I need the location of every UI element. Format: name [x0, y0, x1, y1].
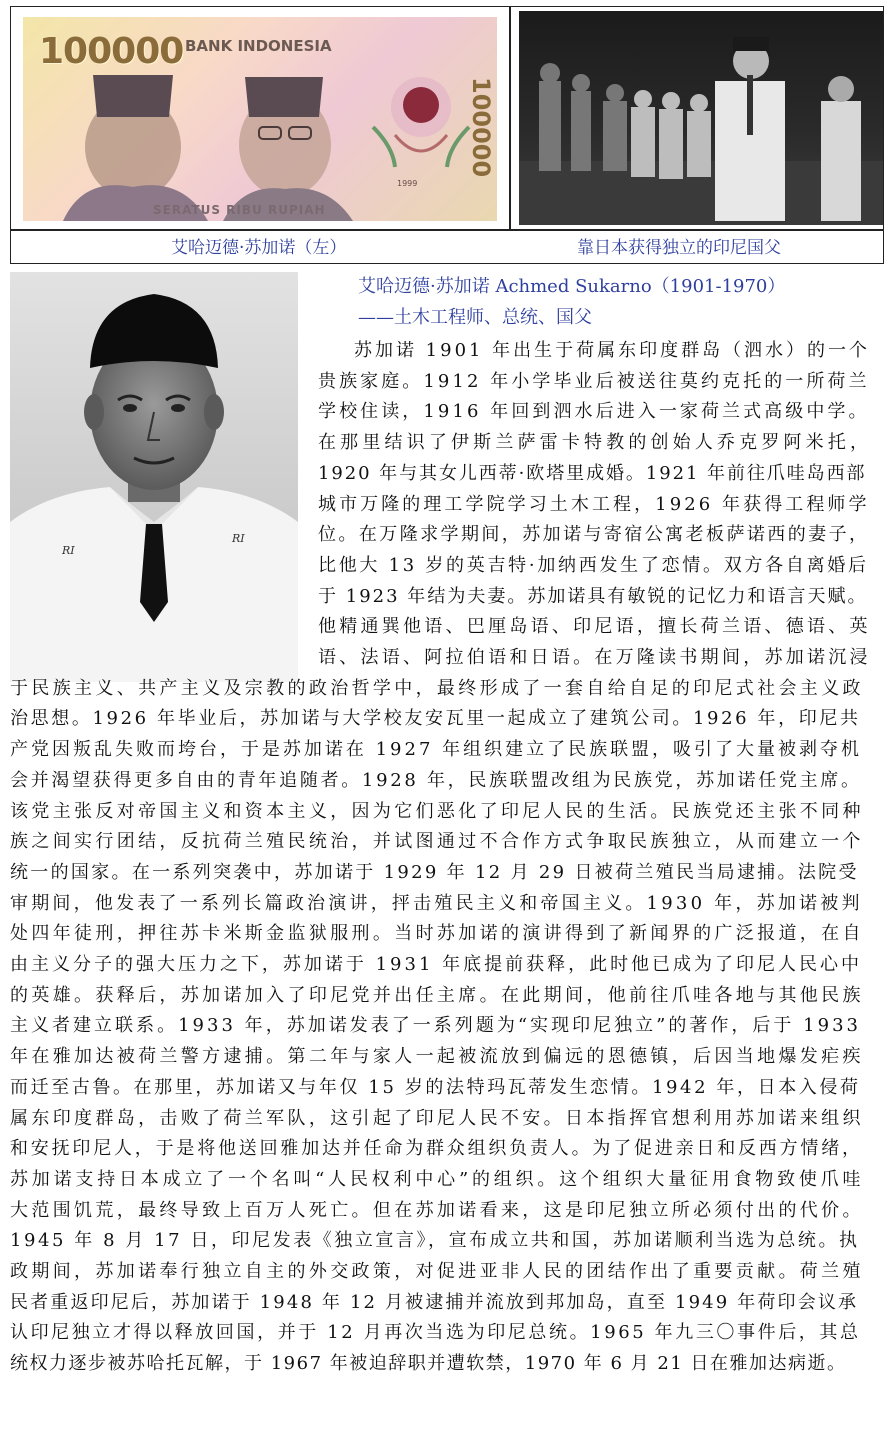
sukarno-portrait: [10, 272, 298, 682]
figure-frame: [10, 6, 884, 264]
body-line: 由主义分子的强大压力之下，苏加诺于 1931 年底提前获释，此时他已成为了印尼人民心中: [10, 954, 862, 975]
body-line: 统权力逐步被苏哈托瓦解，于 1967 年被迫辞职并遭软禁，1970 年 6 月 21 日在雅加达病逝。: [10, 1353, 847, 1375]
body-line: 治思想。1926 年毕业后，苏加诺与大学校友安瓦里一起成立了建筑公司。1926 年，印尼共: [10, 708, 861, 730]
body-line: 会并渴望获得更多自由的青年追随者。1928 年，民族联盟改组为民族党，苏加诺任党主席。: [10, 769, 862, 791]
body-line: 位。在万隆求学期间，苏加诺与寄宿公寓老板萨诺西的妻子，: [318, 524, 870, 546]
body-line: 城市万隆的理工学院学习土木工程，1926 年获得工程师学: [318, 493, 870, 515]
banknote-image: [23, 17, 497, 221]
body-line: 和安抚印尼人，于是将他送回雅加达并任命为群众组织负责人。为了促进亲日和反西方情绪，: [10, 1138, 863, 1160]
body-line: 该党主张反对帝国主义和资本主义，因为它们恶化了印尼人民的生活。民族党还主张不同种: [10, 800, 864, 822]
figure-divider-vertical: [509, 7, 511, 229]
caption-right: 靠日本获得独立的印尼国父: [577, 238, 781, 258]
banknote-vertical-value: 100000: [467, 77, 495, 178]
portrait-artwork: [10, 272, 298, 682]
body-line: 于民族主义、共产主义及宗教的政治哲学中，最终形成了一套自给自足的印尼式社会主义政: [10, 677, 864, 699]
independence-speech-photo: [519, 11, 883, 225]
svg-text:RI: RI: [232, 532, 245, 545]
body-line: 苏加诺 1901 年出生于荷属东印度群岛（泗水）的一个: [354, 340, 870, 361]
body-line: 审期间，他发表了一系列长篇政治演讲，抨击殖民主义和帝国主义。1930 年，苏加诺被判: [10, 892, 863, 914]
body-line: 民者重返印尼后，苏加诺于 1948 年 12 月被逮捕并流放到邦加岛，直至 1949 年荷印会议承: [10, 1291, 859, 1313]
body-line: 年在雅加达被荷兰警方逮捕。第二年与家人一起被流放到偏远的恩德镇，后因当地爆发疟疾: [10, 1046, 864, 1068]
article-subtitle: ——土木工程师、总统、国父: [358, 307, 592, 328]
banknote-denomination: SERATUS RIBU RUPIAH: [153, 203, 326, 217]
body-line: 学校住读，1916 年回到泗水后进入一家荷兰式高级中学。: [318, 401, 870, 423]
figure-divider-horizontal: [11, 229, 883, 231]
body-line: 主义者建立联系。1933 年，苏加诺发表了一系列题为“实现印尼独立”的著作，后于 1933: [10, 1015, 862, 1037]
body-line: 1945 年 8 月 17 日，印尼发表《独立宣言》，宣布成立共和国，苏加诺顺利当选为总统。执: [10, 1230, 860, 1252]
body-line: 产党因叛乱失败而垮台，于是苏加诺在 1927 年组织建立了民族联盟，吸引了大量被剥夺机: [10, 739, 862, 761]
body-line: 比他大 13 岁的英吉特·加纳西发生了恋情。双方各自离婚后: [318, 554, 869, 576]
body-line: 苏加诺支持日本成立了一个名叫“人民权利中心”的组织。这个组织大量征用食物致使爪哇: [10, 1168, 865, 1190]
body-line: 处四年徒刑，押往苏卡米斯金监狱服刑。当时苏加诺的演讲得到了新闻界的广泛报道，在自: [10, 923, 864, 945]
body-line: 贵族家庭。1912 年小学毕业后被送往莫约克托的一所荷兰: [318, 370, 870, 392]
body-line: 他精通巽他语、巴厘岛语、印尼语，擅长荷兰语、德语、英: [318, 616, 871, 638]
body-line: 政期间，苏加诺奉行独立自主的外交政策，对促进亚非人民的团结作出了重要贡献。荷兰殖: [10, 1261, 864, 1282]
body-line: 的英雄。获释后，苏加诺加入了印尼党并出任主席。在此期间，他前往爪哇各地与其他民族: [10, 984, 864, 1006]
body-line: 于 1923 年结为夫妻。苏加诺具有敏锐的记忆力和语言天赋。: [318, 585, 868, 607]
banknote-bank-name: BANK INDONESIA: [185, 37, 332, 55]
banknote-year: 1999: [397, 179, 418, 188]
caption-left: 艾哈迈德·苏加诺（左）: [171, 238, 347, 258]
banknote-value: 100000: [39, 31, 184, 72]
body-line: 认印尼独立才得以释放回国，并于 12 月再次当选为印尼总统。1965 年九三〇事件后，其总: [10, 1322, 861, 1344]
body-line: 在那里结识了伊斯兰萨雷卡特教的创始人乔克罗阿米托，: [318, 432, 873, 454]
article-title: 艾哈迈德·苏加诺 Achmed Sukarno（1901-1970）: [358, 276, 786, 297]
body-line: 1920 年与其女儿西蒂·欧塔里成婚。1921 年前往爪哇岛西部: [318, 462, 867, 484]
body-line: 大范围饥荒，最终导致上百万人死亡。但在苏加诺看来，这是印尼独立所必须付出的代价。: [10, 1199, 864, 1221]
body-line: 统一的国家。在一系列突袭中，苏加诺于 1929 年 12 月 29 日被荷兰殖民当局逮捕。法院受: [10, 861, 859, 883]
speech-photo-artwork: [519, 11, 883, 225]
body-line: 族之间实行团结，反抗荷兰殖民统治，并试图通过不合作方式争取民族独立，从而建立一个: [10, 831, 864, 853]
svg-text:RI: RI: [62, 544, 75, 557]
body-line: 属东印度群岛，击败了荷兰军队，这引起了印尼人民不安。日本指挥官想利用苏加诺来组织: [10, 1107, 864, 1129]
body-line: 而迁至古鲁。在那里，苏加诺又与年仅 15 岁的法特玛瓦蒂发生恋情。1942 年，日本入侵荷: [10, 1076, 861, 1098]
body-line: 语、法语、阿拉伯语和日语。在万隆读书期间，苏加诺沉浸: [318, 647, 871, 668]
